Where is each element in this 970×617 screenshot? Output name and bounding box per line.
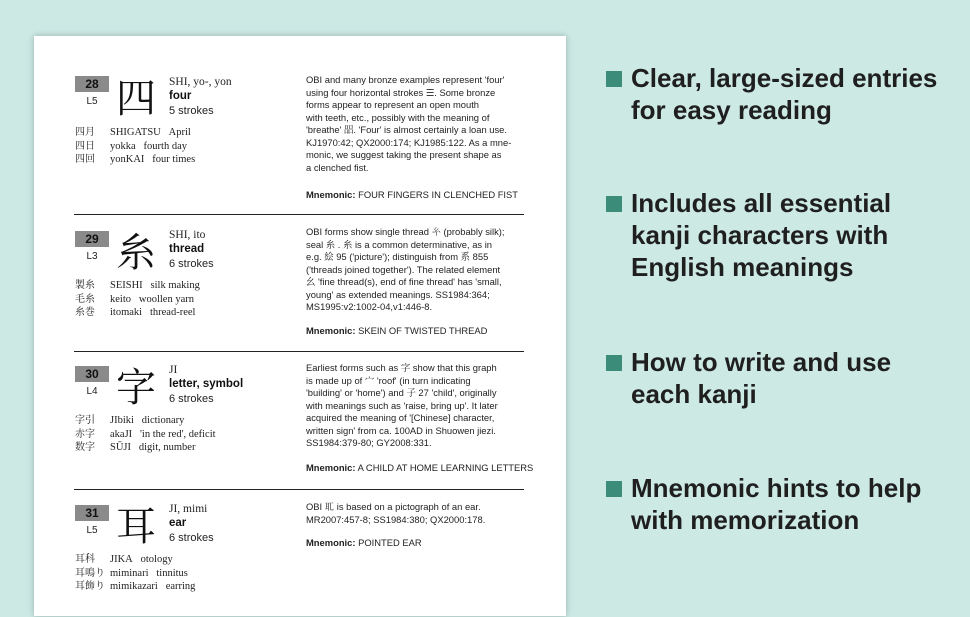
entry-number-box <box>75 76 109 107</box>
entry-mnemonic: Mnemonic: FOUR FINGERS IN CLENCHED FIST <box>306 189 518 200</box>
square-bullet-icon <box>606 196 622 212</box>
entry-level: L3 <box>86 251 98 262</box>
entry-strokes: 6 strokes <box>169 532 214 544</box>
entry-level: L5 <box>86 96 98 107</box>
entry-meaning: thread <box>169 243 205 255</box>
entry-kanji: 糸 <box>116 230 156 276</box>
entry-mnemonic: Mnemonic: A CHILD AT HOME LEARNING LETTERS <box>306 462 534 473</box>
feature-text: Includes all essential kanji characters with English meanings <box>631 188 892 282</box>
compound-row: 糸巻 itomaki thread-reel <box>75 307 196 318</box>
entry-readings: SHI, yo-, yon <box>169 76 232 88</box>
entry-readings: SHI, ito <box>169 229 206 241</box>
kanji-entry-28 <box>74 74 524 214</box>
entry-strokes: 5 strokes <box>169 105 214 117</box>
entry-meaning: ear <box>169 517 187 529</box>
compound-row: 製糸 SEISHI silk making <box>75 280 200 291</box>
entry-mnemonic: Mnemonic: POINTED EAR <box>306 537 422 548</box>
feature-text: Clear, large-sized entries for easy reading <box>631 63 938 125</box>
feature-item <box>606 62 956 126</box>
kanji-entry-30 <box>74 351 534 490</box>
entry-level: L4 <box>86 386 98 397</box>
entry-number-box <box>75 505 109 536</box>
entry-strokes: 6 strokes <box>169 393 214 405</box>
entry-number: 31 <box>75 505 109 521</box>
compound-row: 数字 SŪJI digit, number <box>75 442 196 453</box>
feature-item <box>606 472 956 536</box>
entry-number: 30 <box>75 366 109 382</box>
compound-row: 四日 yokka fourth day <box>75 140 187 152</box>
feature-text: How to write and use each kanji <box>631 347 892 409</box>
entry-number: 29 <box>75 231 109 247</box>
entry-description: OBI 𦔮 is based on a pictograph of an ear. MR2007:457-8; SS1984:380; QX2000:178. <box>306 501 486 525</box>
entry-readings: JI <box>169 364 178 376</box>
compound-row: 四回 yonKAI four times <box>75 154 196 165</box>
square-bullet-icon <box>606 71 622 87</box>
entry-kanji: 字 <box>116 365 156 411</box>
entry-meaning: letter, symbol <box>169 378 244 390</box>
entry-description: Earliest forms such as 字 show that this graph is made up of 宀 'roof' (in turn indicating 'building' or 'home') and 子 27 'child', originally with meanings such as 'raise, bring up'. It later acquired the meaning of '[Chinese] character, written sign' from ca. 100AD in Shuowen jiezi. SS1984:379-80; GY2008:331. <box>306 362 498 448</box>
entry-readings: JI, mimi <box>169 503 208 515</box>
entry-level: L5 <box>86 525 98 536</box>
entry-description: OBI forms show single thread 𢆯 (probably silk); seal 糸 . 糸 is a common determinative, as in e.g. 絵 95 ('picture'); distinguish from 系 855 ('threads joined together'). The related element 幺 'fine thread(s), end of fine thread' has 'small, young' as extended meanings. SS1984:364; MS1995:v2:1002-04,v1:446-8. <box>306 226 505 312</box>
compound-list <box>75 553 195 594</box>
entry-mnemonic: Mnemonic: SKEIN OF TWISTED THREAD <box>306 325 488 336</box>
entry-number-box <box>75 366 109 397</box>
compound-row: 毛糸 keito woollen yarn <box>75 293 194 305</box>
compound-list <box>75 126 195 167</box>
feature-text: Mnemonic hints to help with memorization <box>631 473 922 535</box>
feature-item <box>606 187 956 283</box>
kanji-entry-31 <box>74 489 524 617</box>
compound-row: 耳鳴り miminari tinnitus <box>75 567 188 579</box>
square-bullet-icon <box>606 481 622 497</box>
entry-kanji: 四 <box>116 76 156 122</box>
compound-row: 耳科 JIKA otology <box>75 554 173 565</box>
feature-item <box>606 346 956 410</box>
compound-row: 字引 JIbiki dictionary <box>75 415 185 426</box>
entry-description: OBI and many bronze examples represent 'four' using four horizontal strokes ☰. Some bronze forms appear to represent an open mouth with teeth, etc., possibly with the meaning of 'breathe' 㗊. 'Four' is almost certainly a loan use. KJ1970:42; QX2000:174; KJ1985:122. As a mne- monic, we suggest taking the present shape as a clenched fist. <box>306 74 512 173</box>
compound-row: 耳飾り mimikazari earring <box>75 581 196 592</box>
entry-meaning: four <box>169 90 192 102</box>
compound-list <box>75 414 216 455</box>
entry-number-box <box>75 231 109 262</box>
compound-list <box>75 279 200 320</box>
compound-row: 四月 SHIGATSU April <box>75 127 191 138</box>
square-bullet-icon <box>606 355 622 371</box>
dictionary-page <box>34 36 566 616</box>
entry-kanji: 耳 <box>116 504 156 550</box>
compound-row: 赤字 akaJI 'in the red', deficit <box>75 428 216 440</box>
entry-strokes: 6 strokes <box>169 258 214 270</box>
entry-number: 28 <box>75 76 109 92</box>
kanji-entry-29 <box>74 214 524 352</box>
